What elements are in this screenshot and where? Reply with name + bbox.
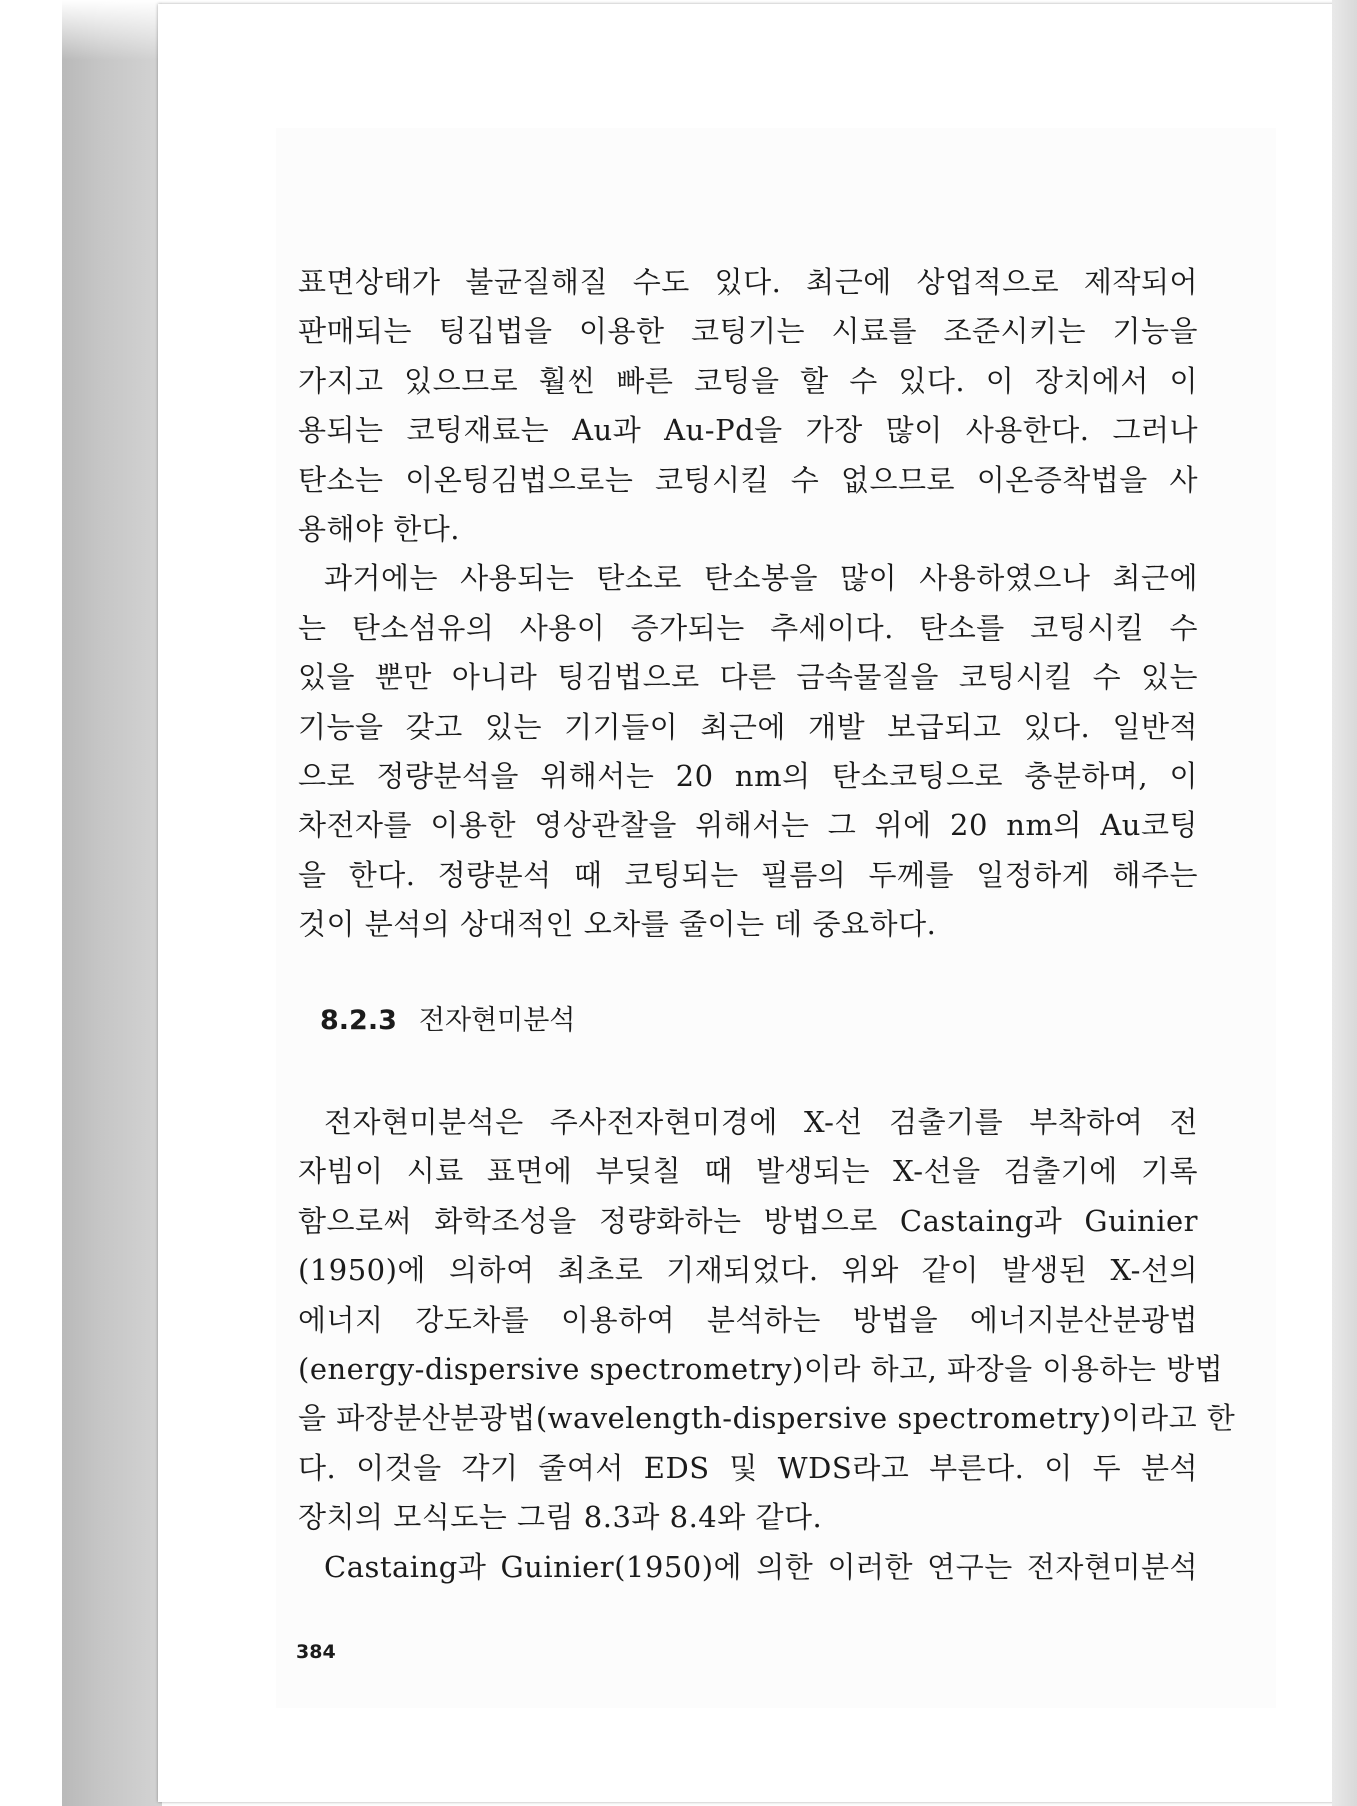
paragraph-line: Castaing과 Guinier(1950)에 의한 이러한 연구는 전자현미분석 [324,1549,1198,1584]
paragraph-line: 는 탄소섬유의 사용이 증가되는 추세이다. 탄소를 코팅시킬 수 [298,610,1198,645]
paragraph-line: 자빔이 시료 표면에 부딪칠 때 발생되는 X-선을 검출기에 기록 [298,1154,1198,1189]
body-text-lower [298,1098,1236,1592]
page-number: 384 [296,1641,336,1663]
section-number: 8.2.3 [320,1005,397,1036]
paragraph-line: 을 한다. 정량분석 때 코팅되는 필름의 두께를 일정하게 해주는 [298,857,1198,892]
page-edge [1332,0,1357,1806]
paragraph-line: 함으로써 화학조성을 정량화하는 방법으로 Castaing과 Guinier [298,1203,1198,1238]
paragraph-line: 으로 정량분석을 위해서는 20 nm의 탄소코팅으로 충분하며, 이 [298,758,1198,793]
paragraph-line: 기능을 갖고 있는 기기들이 최근에 개발 보급되고 있다. 일반적 [298,709,1198,744]
paragraph-line: 판매되는 팅깁법을 이용한 코팅기는 시료를 조준시키는 기능을 [298,314,1198,349]
paragraph-line: 있을 뿐만 아니라 팅김법으로 다른 금속물질을 코팅시킬 수 있는 [298,660,1198,695]
paragraph-line: 다. 이것을 각기 줄여서 EDS 및 WDS라고 부른다. 이 두 분석 [298,1450,1198,1485]
section-title: 전자현미분석 [418,1005,576,1036]
paragraph-line: (1950)에 의하여 최초로 기재되었다. 위와 같이 발생된 X-선의 [298,1253,1198,1288]
paragraph-line: 탄소는 이온팅김법으로는 코팅시킬 수 없으므로 이온증착법을 사 [298,462,1198,497]
paragraph-line: 전자현미분석은 주사전자현미경에 X-선 검출기를 부착하여 전 [324,1105,1198,1139]
paragraph-line: 차전자를 이용한 영상관찰을 위해서는 그 위에 20 nm의 Au코팅 [298,808,1198,843]
paragraph-line: 가지고 있으므로 훨씬 빠른 코팅을 할 수 있다. 이 장치에서 이 [298,363,1198,398]
spine-shade [62,0,162,60]
body-text-upper [298,258,1198,949]
paragraph-line: (energy-dispersive spectrometry)이라 하고, 파장을 이용하는 방법 [298,1351,1224,1386]
paragraph-line: 것이 분석의 상대적인 오차를 줄이는 데 중요하다. [298,907,937,942]
section-heading [320,998,575,1037]
paragraph-line: 에너지 강도차를 이용하여 분석하는 방법을 에너지분산분광법 [298,1302,1198,1337]
paragraph-line: 장치의 모식도는 그림 8.3과 8.4와 같다. [298,1500,823,1535]
paragraph-line: 용해야 한다. [298,511,461,546]
paragraph-line: 용되는 코팅재료는 Au과 Au-Pd을 가장 많이 사용한다. 그러나 [298,413,1198,448]
paragraph-line: 과거에는 사용되는 탄소로 탄소봉을 많이 사용하였으나 최근에 [324,561,1198,596]
book-spine [62,0,162,1806]
paragraph-line: 을 파장분산분광법(wavelength-dispersive spectrometry)이라고 한 [298,1401,1236,1436]
paragraph-line: 표면상태가 불균질해질 수도 있다. 최근에 상업적으로 제작되어 [298,265,1198,299]
